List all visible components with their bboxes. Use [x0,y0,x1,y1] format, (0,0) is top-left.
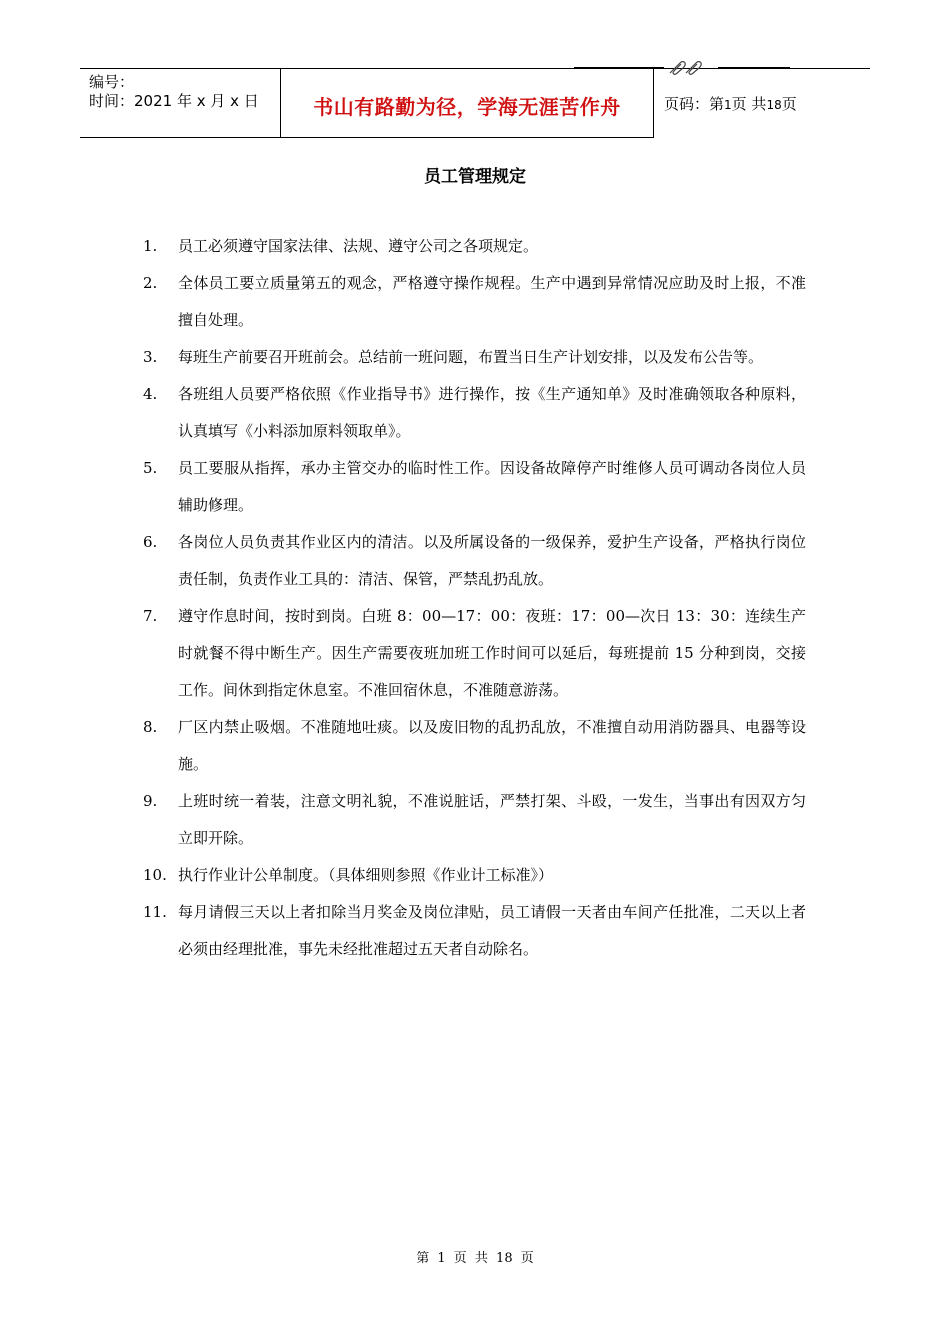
rule-text: 遵守作息时间，按时到岗。白班 8：00—17：00：夜班：17：00—次日 13：30：连续生产时就餐不得中断生产。因生产需要夜班加班工作时间可以延后，每班提前 15 分种到岗，交接工作。间休到指定休息室。不准回宿休息，不准随意游荡。 [178,607,806,699]
rule-text: 各班组人员要严格依照《作业指导书》进行操作，按《生产通知单》及时准确领取各种原料，认真填写《小料添加原料领取单》。 [178,385,806,440]
rule-item [140,709,820,783]
header-page-code [664,93,797,114]
rule-number: 4. [143,385,158,403]
page-code-mid: 页 共 [731,95,767,113]
rule-text: 厂区内禁止吸烟。不准随地吐痰。以及废旧物的乱扔乱放，不准擅自动用消防器具、电器等设施。 [178,718,806,773]
rule-number: 5. [143,459,158,477]
rule-item [140,894,820,968]
header-info-cell [80,69,281,138]
rule-number: 9. [143,792,158,810]
rule-item [140,228,820,265]
rule-number: 11. [143,903,167,921]
rule-text: 每月请假三天以上者扣除当月奖金及岗位津贴，员工请假一天者由车间产任批准，二天以上者必须由经理批准，事先未经批准超过五天者自动除名。 [178,903,806,958]
rule-item [140,783,820,857]
rule-text: 员工要服从指挥，承办主管交办的临时性工作。因设备故障停产时维修人员可调动各岗位人员辅助修理。 [178,459,806,514]
page-header [80,68,870,137]
rule-text: 全体员工要立质量第五的观念，严格遵守操作规程。生产中遇到异常情况应助及时上报，不准擅自处理。 [178,274,806,329]
rule-item [140,857,820,894]
rule-item [140,265,820,339]
header-right-rule-left [574,67,664,68]
rule-item [140,598,820,709]
rule-number: 3. [143,348,158,366]
rule-item [140,450,820,524]
document-number-label: 编号： [89,73,135,91]
page-code-current: 1 [724,98,732,112]
header-page-cell [654,69,870,137]
page-code-total: 18 [766,98,782,112]
page-footer: 第 1 页 共 18 页 [416,1251,534,1266]
rule-text: 员工必须遵守国家法律、法规、遵守公司之各项规定。 [178,237,539,255]
rule-text: 每班生产前要召开班前会。总结前一班问题，布置当日生产计划安排，以及发布公告等。 [178,348,764,366]
rule-number: 10. [143,866,167,884]
rule-text: 各岗位人员负责其作业区内的清洁。以及所属设备的一级保养，爱护生产设备，严格执行岗位责任制，负责作业工具的：清洁、保管，严禁乱扔乱放。 [178,533,806,588]
rule-item [140,376,820,450]
document-title: 员工管理规定 [424,167,526,187]
page-code-prefix: 页码：第 [664,95,725,113]
rule-number: 7. [143,607,158,625]
rules-list [140,228,820,968]
rule-number: 2. [143,274,158,292]
rule-number: 6. [143,533,158,551]
rule-item [140,524,820,598]
header-motto: 书山有路勤为径，学海无涯苦作舟 [313,95,621,119]
rule-text: 上班时统一着装，注意文明礼貌，不准说脏话，严禁打架、斗殴，一发生，当事出有因双方匀立即开除。 [178,792,806,847]
rule-item [140,339,820,376]
rule-number: 8. [143,718,158,736]
document-time-label: 时间：2021 年 x 月 x 日 [89,92,259,110]
page-code-suffix: 页 [781,95,797,113]
header-right-rule-right [718,67,790,68]
paperclip-icon [666,58,716,76]
header-motto-cell [281,69,654,138]
rule-text: 执行作业计公单制度。（具体细则参照《作业计工标准》） [178,866,554,884]
rule-number: 1. [143,237,158,255]
